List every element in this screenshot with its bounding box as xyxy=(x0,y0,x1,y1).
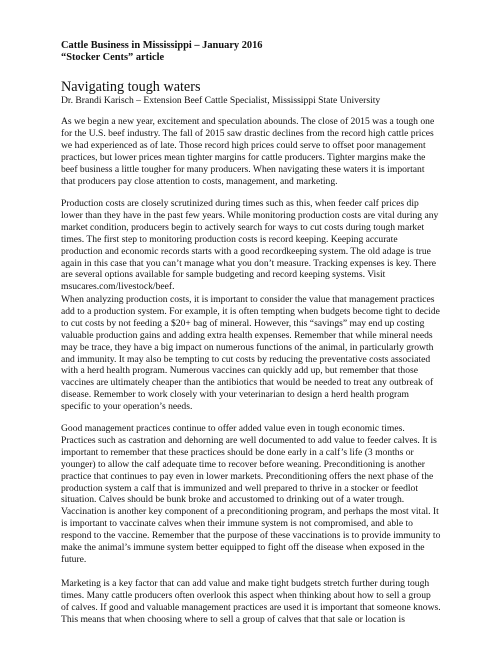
paragraph-production-costs: Production costs are closely scrutinized during times such as this, when feeder calf prices dip lower than they have in the past few years. While monitoring production costs are vital during any market condition, producers begin to actively search for ways to cut costs during tough market times. The first step to monitoring production costs is record keeping. Keeping accurate production and economic records starts with a good recordkeeping system. The old adage is true again in this case that you can’t manage what you don’t measure. Tracking expenses is key. There are several options available for sample budgeting and record keeping systems. Visit msucares.com/livestock/beef. xyxy=(61,198,439,293)
column-name-line: “Stocker Cents” article xyxy=(61,52,165,63)
article-title: Navigating tough waters xyxy=(61,79,201,95)
publication-line: Cattle Business in Mississippi – January 2016 xyxy=(61,40,263,51)
publication-header xyxy=(61,40,481,64)
paragraph-marketing: Marketing is a key factor that can add value and make tight budgets stretch further during tough times. Many cattle producers often overlook this aspect when thinking about how to sell a group of calves. If good and valuable management practices are used it is important that someone knows. This means that when choosing where to sell a group of calves that that sale or location is xyxy=(61,578,441,625)
paragraph-good-practices: Good management practices continue to offer added value even in tough economic times. Practices such as castration and dehorning are well documented to add value to feeder calves. It is important to remember that these practices should be done early in a calf’s life (3 months or younger) to allow the calf adequate time to recover before weaning. Preconditioning is another practice that continues to pay even in lower markets. Preconditioning offers the next phase of the production system a calf that is immunized and well prepared to thrive in a stocker or feedlot situation. Calves should be bunk broke and accustomed to drinking out of a water trough. Vaccination is another key component of a preconditioning program, and perhaps the most vital. It is important to vaccinate calves when their immune system is not compromised, and able to respond to the vaccine. Remember that the purpose of these vaccinations is to provide immunity to make the animal’s immune system better equipped to fight off the disease when exposed in the future. xyxy=(61,423,441,565)
article-byline: Dr. Brandi Karisch – Extension Beef Cattle Specialist, Mississippi State University xyxy=(61,95,381,106)
paragraph-management-value: When analyzing production costs, it is important to consider the value that management practices add to a production system. For example, it is often tempting when budgets become tight to decide to cut costs by not feeding a $20+ bag of mineral. However, this “savings” may end up costing valuable production gains and adding extra health expenses. Remember that while mineral needs may be trace, they have a big impact on numerous functions of the animal, in particularly growth and immunity. It may also be tempting to cut costs by reducing the preventative costs associated with a herd health program. Numerous vaccines can quickly add up, but remember that those vaccines are ultimately cheaper than the antibiotics that would be needed to treat any outbreak of disease. Remember to work closely with your veterinarian to design a herd health program specific to your operation’s needs. xyxy=(61,294,440,413)
paragraph-intro: As we begin a new year, excitement and speculation abounds. The close of 2015 was a tough one for the U.S. beef industry. The fall of 2015 saw drastic declines from the record high cattle prices we had experienced as of late. Those record high prices could serve to offset poor management practices, but lower prices mean tighter margins for cattle producers. Tighter margins make the beef business a little tougher for many producers. When navigating these waters it is important that producers pay close attention to costs, management, and marketing. xyxy=(61,116,435,187)
